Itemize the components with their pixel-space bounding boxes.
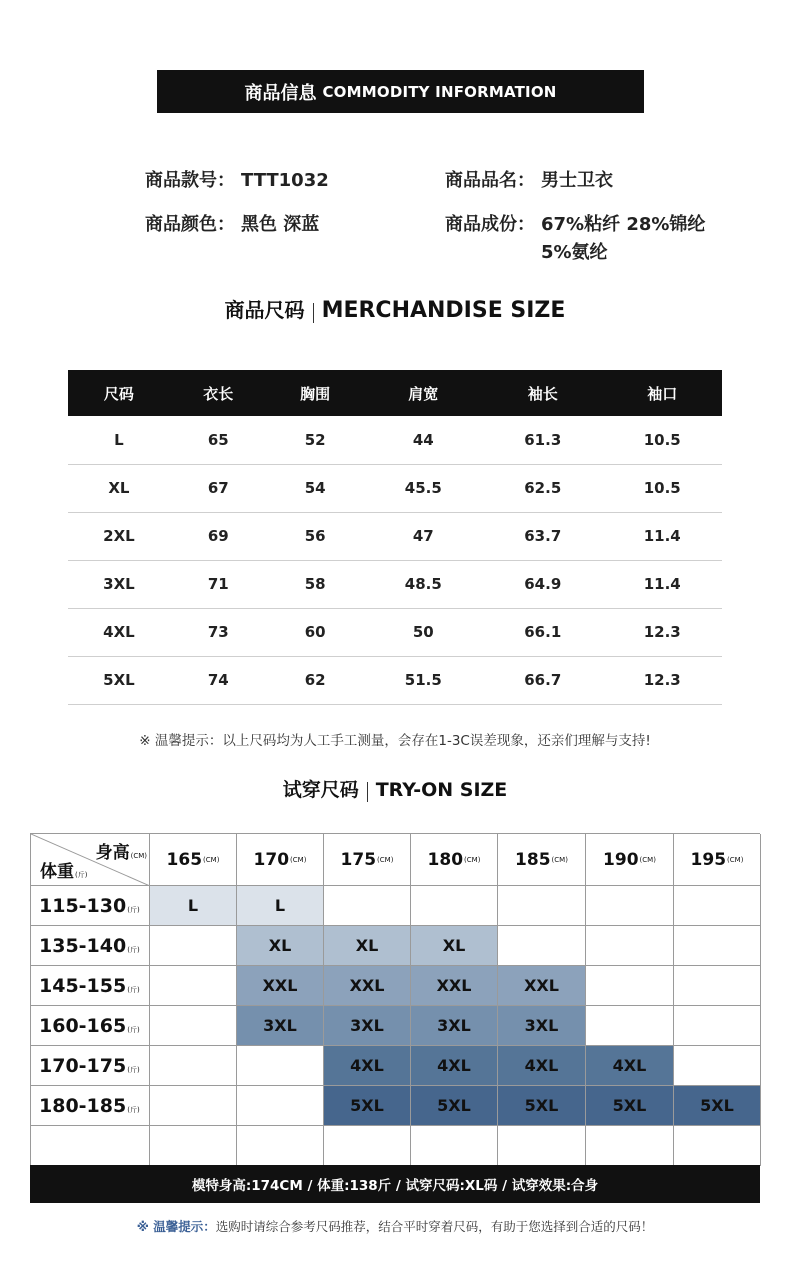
tryon-size-en: TRY-ON SIZE [375, 779, 508, 801]
weight-value: 135-140 [39, 934, 127, 957]
table-cell: 48.5 [364, 560, 483, 608]
height-value: 185 [515, 849, 551, 870]
weight-unit: (斤) [127, 1066, 140, 1074]
size-cell [150, 966, 237, 1006]
size-cell [237, 886, 324, 926]
weight-row-label [31, 1126, 150, 1166]
size-cell [324, 966, 411, 1006]
table-cell: 63.7 [483, 512, 602, 560]
table-cell: 66.7 [483, 656, 602, 704]
size-value: 3XL [350, 1016, 384, 1035]
size-cell [498, 1126, 586, 1166]
title-divider [367, 782, 368, 802]
height-value: 175 [340, 849, 377, 870]
size-cell [411, 966, 498, 1006]
commodity-info-banner [157, 70, 644, 113]
size-value: XL [268, 936, 292, 955]
table-cell: 50 [364, 608, 483, 656]
weight-unit: (斤) [127, 986, 140, 994]
size-value: 5XL [437, 1096, 471, 1115]
size-cell [150, 886, 237, 926]
size-table-header [68, 370, 722, 416]
size-cell [674, 1006, 761, 1046]
table-cell: 60 [267, 608, 364, 656]
weight-row-label [31, 966, 150, 1006]
corner-weight-label [40, 857, 87, 882]
size-cell [324, 886, 411, 926]
size-value: L [274, 896, 286, 915]
size-value: 3XL [524, 1016, 559, 1035]
height-header [586, 834, 674, 886]
table-cell: 58 [267, 560, 364, 608]
height-unit: (CM) [130, 852, 147, 860]
size-cell [150, 1006, 237, 1046]
product-name [445, 166, 613, 192]
product-color [145, 210, 319, 236]
size-cell [237, 1086, 324, 1126]
size-cell [498, 886, 586, 926]
size-cell [586, 1046, 674, 1086]
weight-unit: (斤) [75, 871, 88, 879]
height-value: 180 [427, 849, 464, 870]
size-cell [674, 966, 761, 1006]
merchandise-size-cn: 商品尺码 [224, 298, 305, 322]
table-row [68, 608, 722, 656]
model-label: 商品款号： [145, 170, 235, 191]
size-cell [237, 926, 324, 966]
size-cell [586, 1126, 674, 1166]
size-cell [411, 1086, 498, 1126]
color-label: 商品颜色： [145, 214, 235, 235]
color-value: 黑色 深蓝 [241, 214, 320, 235]
weight-value: 115-130 [39, 894, 127, 917]
table-cell: 2XL [68, 512, 170, 560]
size-value: XXL [349, 976, 385, 995]
size-value: 5XL [700, 1096, 734, 1115]
size-cell [237, 966, 324, 1006]
weight-unit: (斤) [127, 946, 140, 954]
size-cell [586, 1006, 674, 1046]
size-value: 4XL [524, 1056, 559, 1075]
table-row [68, 464, 722, 512]
model-number [145, 166, 329, 192]
size-cell [411, 926, 498, 966]
height-header [498, 834, 586, 886]
size-cell [674, 886, 761, 926]
size-value: XL [355, 936, 379, 955]
name-label: 商品品名： [445, 170, 535, 191]
size-value: 5XL [350, 1096, 384, 1115]
table-cell: 71 [170, 560, 267, 608]
height-value: 195 [690, 849, 727, 870]
table-cell: 4XL [68, 608, 170, 656]
weight-row-label [31, 1006, 150, 1046]
table-row [68, 416, 722, 464]
size-cell [324, 1086, 411, 1126]
size-cell [674, 1046, 761, 1086]
header-cell: 尺码 [68, 370, 170, 416]
merchandise-size-title [0, 294, 790, 323]
tip-text: 选购时请综合参考尺码推荐，结合平时穿着尺码，有助于您选择到合适的尺码！ [215, 1219, 654, 1234]
size-value: 4XL [612, 1056, 647, 1075]
table-cell: 74 [170, 656, 267, 704]
height-unit: (CM) [464, 855, 481, 864]
banner-title-en: COMMODITY INFORMATION [322, 82, 557, 101]
weight-value: 145-155 [39, 974, 127, 997]
size-cell [498, 926, 586, 966]
height-unit: (CM) [203, 855, 220, 864]
corner-height-label [96, 838, 147, 863]
size-cell [498, 1046, 586, 1086]
table-row [68, 560, 722, 608]
table-cell: 47 [364, 512, 483, 560]
tip-highlight: 温馨提示： [153, 1219, 216, 1234]
table-cell: 51.5 [364, 656, 483, 704]
size-value: 3XL [437, 1016, 471, 1035]
weight-row-label [31, 1046, 150, 1086]
table-cell: 62.5 [483, 464, 602, 512]
table-cell: 11.4 [602, 512, 722, 560]
size-value: 4XL [350, 1056, 384, 1075]
height-header [150, 834, 237, 886]
table-cell: 66.1 [483, 608, 602, 656]
size-cell [586, 966, 674, 1006]
size-cell [237, 1126, 324, 1166]
size-cell [324, 1126, 411, 1166]
size-value: XXL [262, 976, 298, 995]
size-cell [498, 1086, 586, 1126]
table-cell: 44 [364, 416, 483, 464]
header-cell: 胸围 [267, 370, 364, 416]
size-cell [237, 1046, 324, 1086]
size-cell [150, 1126, 237, 1166]
material-line-1: 67%粘纤 28%锦纶 [541, 214, 706, 235]
header-cell: 袖口 [602, 370, 722, 416]
height-unit: (CM) [727, 855, 744, 864]
banner-title-cn: 商品信息 [244, 82, 317, 104]
table-cell: 12.3 [602, 656, 722, 704]
weight-label: 体重 [40, 862, 74, 882]
table-cell: 45.5 [364, 464, 483, 512]
table-cell: 64.9 [483, 560, 602, 608]
size-value: 5XL [612, 1096, 647, 1115]
table-cell: 12.3 [602, 608, 722, 656]
size-cell [498, 966, 586, 1006]
size-cell [411, 1006, 498, 1046]
header-cell: 肩宽 [364, 370, 483, 416]
table-cell: XL [68, 464, 170, 512]
height-header [411, 834, 498, 886]
measurement-note: ※ 温馨提示：以上尺码均为人工手工测量，会存在1-3C误差现象，还亲们理解与支持! [139, 733, 651, 749]
model-value: TTT1032 [241, 170, 329, 191]
table-row [68, 512, 722, 560]
height-value: 190 [603, 849, 639, 870]
tip-mark: ※ [136, 1219, 154, 1234]
size-value: XL [442, 936, 466, 955]
size-cell [324, 1006, 411, 1046]
height-unit: (CM) [377, 855, 394, 864]
size-cell [674, 1086, 761, 1126]
height-header [237, 834, 324, 886]
table-cell: 54 [267, 464, 364, 512]
size-cell [324, 1046, 411, 1086]
size-cell [411, 1126, 498, 1166]
merchandise-size-en: MERCHANDISE SIZE [321, 298, 566, 323]
height-unit: (CM) [290, 855, 307, 864]
weight-unit: (斤) [127, 1106, 140, 1114]
size-cell [324, 926, 411, 966]
height-value: 170 [253, 849, 290, 870]
size-value: 4XL [437, 1056, 471, 1075]
table-row [68, 656, 722, 704]
size-value: XXL [436, 976, 472, 995]
table-cell: 5XL [68, 656, 170, 704]
size-cell [150, 1086, 237, 1126]
selection-tip [0, 1217, 790, 1235]
table-cell: 65 [170, 416, 267, 464]
height-unit: (CM) [639, 855, 656, 864]
size-cell [586, 1086, 674, 1126]
model-info-bar: 模特身高:174CM / 体重:138斤 / 试穿尺码:XL码 / 试穿效果:合身 [30, 1165, 760, 1203]
name-value: 男士卫衣 [541, 170, 613, 191]
size-cell [586, 886, 674, 926]
table-cell: 56 [267, 512, 364, 560]
height-header [324, 834, 411, 886]
table-cell: 11.4 [602, 560, 722, 608]
size-cell [586, 926, 674, 966]
weight-value: 180-185 [39, 1094, 127, 1117]
size-cell [150, 926, 237, 966]
table-cell: 62 [267, 656, 364, 704]
size-value: 3XL [263, 1016, 297, 1035]
tryon-size-cn: 试穿尺码 [282, 779, 359, 801]
table-cell: 69 [170, 512, 267, 560]
tryon-size-grid [30, 833, 760, 1165]
size-cell [411, 886, 498, 926]
header-cell: 衣长 [170, 370, 267, 416]
weight-row-label [31, 1086, 150, 1126]
height-unit: (CM) [551, 855, 568, 864]
material-line-2: 5%氨纶 [541, 242, 608, 263]
height-label: 身高 [95, 843, 130, 863]
table-cell: 3XL [68, 560, 170, 608]
table-cell: 10.5 [602, 464, 722, 512]
table-cell: 61.3 [483, 416, 602, 464]
weight-value: 160-165 [39, 1014, 127, 1037]
size-cell [498, 1006, 586, 1046]
weight-row-label [31, 926, 150, 966]
tryon-size-title [0, 775, 790, 802]
table-cell: 10.5 [602, 416, 722, 464]
weight-unit: (斤) [127, 906, 140, 914]
header-cell: 袖长 [483, 370, 602, 416]
height-value: 165 [166, 849, 203, 870]
size-cell [411, 1046, 498, 1086]
size-cell [674, 926, 761, 966]
size-table [68, 370, 722, 705]
height-header [674, 834, 761, 886]
weight-row-label [31, 886, 150, 926]
weight-value: 170-175 [39, 1054, 127, 1077]
weight-unit: (斤) [127, 1026, 140, 1034]
size-cell [674, 1126, 761, 1166]
size-value: L [187, 896, 199, 915]
table-cell: 52 [267, 416, 364, 464]
size-cell [150, 1046, 237, 1086]
table-cell: L [68, 416, 170, 464]
table-cell: 67 [170, 464, 267, 512]
material-label: 商品成份： [445, 214, 535, 235]
size-value: 5XL [524, 1096, 559, 1115]
title-divider [313, 303, 314, 323]
size-cell [237, 1006, 324, 1046]
grid-corner [31, 834, 150, 886]
product-material [445, 210, 706, 263]
size-value: XXL [524, 976, 559, 995]
table-cell: 73 [170, 608, 267, 656]
